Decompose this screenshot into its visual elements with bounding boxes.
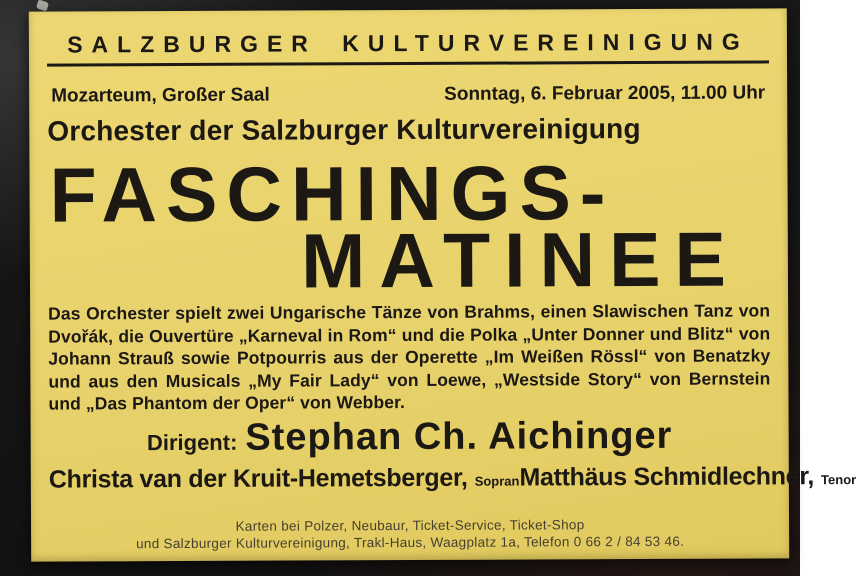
datetime-text: Sonntag, 6. Februar 2005, 11.00 Uhr	[444, 82, 766, 105]
conductor-label: Dirigent:	[146, 429, 238, 456]
header-rule	[47, 60, 769, 66]
event-info-row	[47, 82, 769, 107]
ticket-info-line2: und Salzburger Kulturvereinigung, Trakl-Haus, Waagplatz 1a, Telefon 0 66 2 / 84 53 46.	[136, 533, 685, 552]
pin-highlight	[36, 0, 49, 11]
event-title-line2: MATINEE	[300, 216, 741, 305]
soloist-soprano	[49, 464, 520, 495]
soloist-tenor	[519, 462, 856, 492]
concert-poster	[29, 8, 857, 561]
soloist-tenor-voice: Tenor	[821, 472, 857, 488]
soloist-soprano-name: Christa van der Kruit-Hemetsberger,	[48, 463, 468, 494]
ticket-info	[49, 515, 771, 552]
program-description: Das Orchester spielt zwei Ungarische Tänze von Brahms, einen Slawischen Tanz von Dvořák, die Ouvertüre „Karneval in Rom“ und die Polka „Unter Donner und Blitz“ von Johann Strauß sowie Potpourris aus der Operette „Im Weißen Rössl“ von Benatzky und aus den Musicals „My Fair Lady“ von Loewe, „Westside Story“ von Bernstein und „Das Phantom der Oper“ von Webber.	[48, 300, 771, 414]
organization-title: SALZBURGER KULTURVEREINIGUNG	[67, 28, 749, 58]
event-title-line1: FASCHINGS-	[49, 150, 615, 239]
conductor-name: Stephan Ch. Aichinger	[245, 414, 673, 459]
soloist-soprano-voice: Sopran	[474, 473, 520, 489]
soloists-row	[48, 462, 857, 494]
venue-text: Mozarteum, Großer Saal	[51, 84, 270, 107]
ticket-info-line1: Karten bei Polzer, Neubaur, Ticket-Service, Ticket-Shop	[235, 517, 585, 534]
conductor-line	[49, 414, 771, 460]
ensemble-name: Orchester der Salzburger Kulturvereinigung	[47, 112, 641, 147]
soloist-tenor-name: Matthäus Schmidlechner,	[519, 462, 815, 492]
